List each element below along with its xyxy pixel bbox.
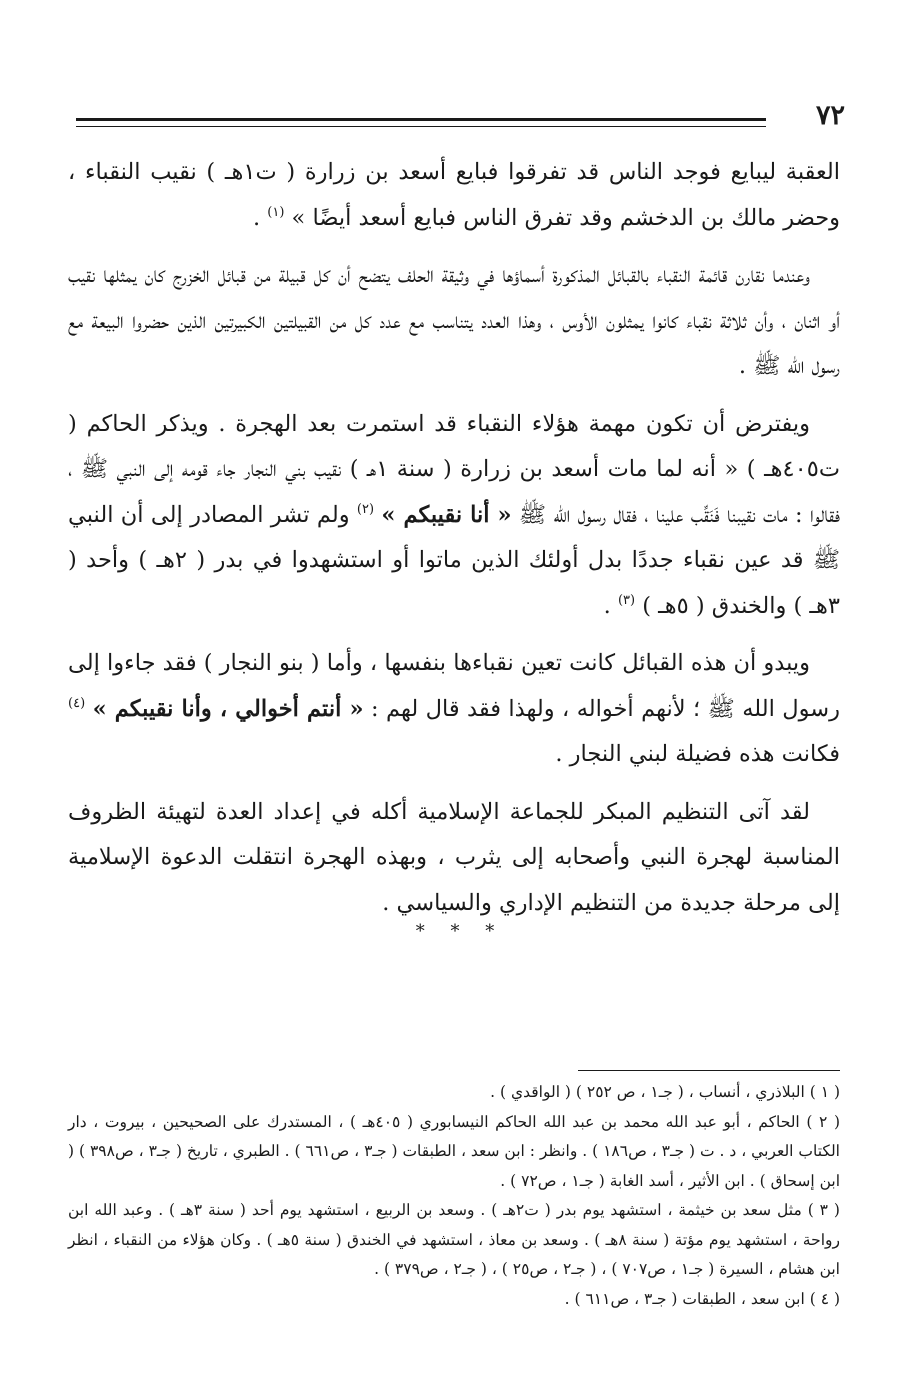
paragraph-text: فكانت هذه فضيلة لبني النجار . (555, 741, 840, 767)
paragraph-2 (68, 253, 840, 390)
footnotes (68, 1078, 840, 1314)
paragraph-1 (68, 150, 840, 241)
paragraph-tail: . (603, 592, 618, 619)
footnote-ref-1[interactable]: (١) (267, 204, 285, 220)
footnote-rule (578, 1070, 840, 1071)
paragraph-tail: . (252, 204, 268, 231)
paragraph-text: وعندما نقارن قائمة النقباء بالقبائل المذكورة أسماؤها في وثيقة الحلف يتضح أن كل قبيلة من قبائل الخزرج كان يمثلها نقيب أو اثنان ، وأن ثلاثة نقباء كانوا يمثلون الأوس ، وهذا العدد يتناسب مع عدد كل من القبيلتين الكبيرتين الذين حضروا البيعة مع رسول الله ﷺ . (68, 262, 840, 379)
paragraph-text: ويفترض أن تكون مهمة هؤلاء النقباء قد استمرت بعد الهجرة . ويذكر الحاكم ( ت٤٠٥هـ ) « أنه لما مات أسعد بن زرارة ( سنة ١هـ ) نقيب بني النجار جاء قومه إلى النبي ﷺ ، فقالوا : مات نقيبنا فَنَقِّب علينا ، فقال رسول الله ﷺ (68, 410, 841, 528)
hadith-quote: « أنا نقيبكم » (381, 501, 512, 528)
footnote-ref-4[interactable]: (٤) (68, 695, 86, 711)
footnote-ref-3[interactable]: (٣) (617, 592, 636, 608)
footnote-2: ( ٢ ) الحاكم ، أبو عبد الله محمد بن عبد الله الحاكم النيسابوري ( ٤٠٥هـ ) ، المستدرك على الصحيحين ، بيروت ، دار الكتاب العربي ، د . ت ( جـ٣ ، ص١٨٦ ) . وانظر : ابن سعد ، الطبقات ( جـ٣ ، ص٦٦١ ) . الطبري ، تاريخ ( جـ٣ ، ص٣٩٨ ) ( ابن إسحاق ) . ابن الأثير ، أسد الغابة ( جـ١ ، ص٧٢ ) . (68, 1112, 841, 1190)
paragraph-text: ويبدو أن هذه القبائل كانت تعين نقباءها بنفسها ، وأما ( بنو النجار ) فقد جاءوا إلى رسول الله ﷺ ؛ لأنهم أخواله ، ولهذا فقد قال لهم : (68, 650, 840, 722)
header-rule (76, 118, 766, 127)
footnote-4: ( ٤ ) ابن سعد ، الطبقات ( جـ٣ ، ص٦١١ ) . (564, 1289, 840, 1308)
main-text (68, 150, 840, 938)
paragraph-5 (68, 790, 840, 927)
paragraph-text: لقد آتى التنظيم المبكر للجماعة الإسلامية أكله في إعداد العدة لتهيئة الظروف المناسبة لهجرة النبي وأصحابه إلى يثرب ، وبهذه الهجرة انتقلت الدعوة الإسلامية إلى مرحلة جديدة من التنظيم الإداري والسياسي . (68, 798, 840, 916)
paragraph-text: ولم تشر المصادر إلى أن النبي ﷺ قد عين نقباء جددًا بدل أولئك الذين ماتوا أو استشهدوا في بدر ( ٢هـ ) وأحد ( ٣هـ ) والخندق ( ٥هـ ) (68, 501, 840, 619)
section-separator: * * * (415, 921, 505, 942)
footnote-1: ( ١ ) البلاذري ، أنساب ، ( جـ١ ، ص ٢٥٢ ) ( الواقدي ) . (490, 1083, 840, 1101)
paragraph-text: العقبة ليبايع فوجد الناس قد تفرقوا فبايع أسعد بن زرارة ( ت١هـ ) نقيب النقباء ، وحضر مالك بن الدخشم وقد تفرق الناس فبايع أسعد أيضًا » (68, 159, 841, 231)
paragraph-4 (68, 641, 840, 778)
footnote-ref-2[interactable]: (٢) (356, 501, 375, 517)
paragraph-3 (68, 402, 840, 630)
hadith-quote: « أنتم أخوالي ، وأنا نقيبكم » (92, 695, 364, 722)
page-number: ٧٢ (815, 100, 845, 131)
footnote-3: ( ٣ ) مثل سعد بن خيثمة ، استشهد يوم بدر ( ت٢هـ ) . وسعد بن الربيع ، استشهد يوم أحد ( سنة ٣هـ ) . وعبد الله ابن رواحة ، استشهد يوم مؤتة ( سنة ٨هـ ) . وسعد بن معاذ ، استشهد في الخندق ( سنة ٥هـ ) . وكان هؤلاء من النقباء ، انظر ابن هشام ، السيرة ( جـ١ ، ص٧٠٧ ) ، ( جـ٢ ، ص٢٥ ) ، ( جـ٢ ، ص٣٧٩ ) . (68, 1201, 840, 1278)
